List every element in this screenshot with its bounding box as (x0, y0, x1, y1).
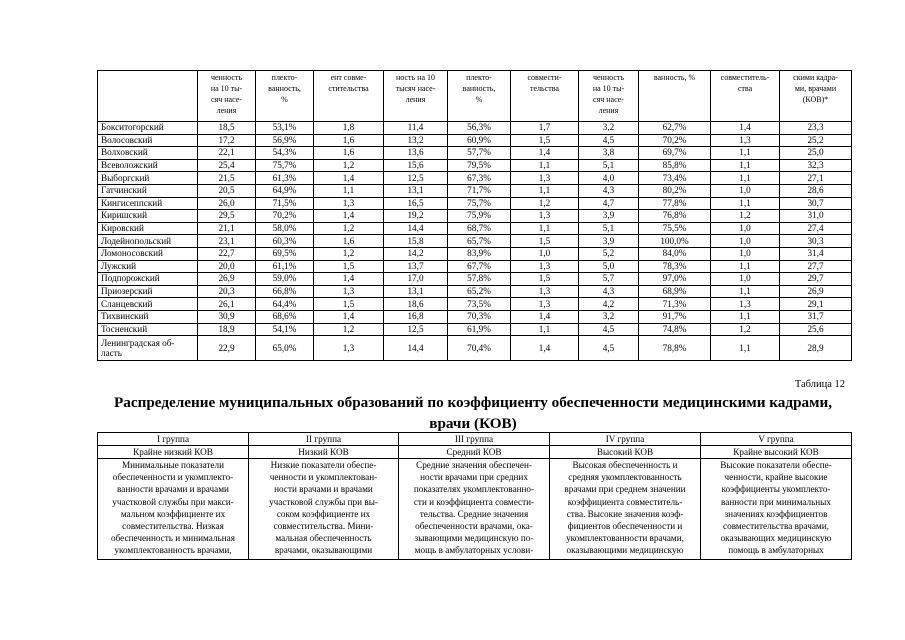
value-cell: 14,2 (384, 247, 448, 260)
group-descriptions-row (98, 459, 852, 560)
value-cell: 21,5 (198, 172, 256, 185)
value-cell: 3,8 (579, 147, 639, 160)
value-cell: 11,4 (384, 122, 448, 135)
table-row (98, 298, 852, 311)
value-cell: 83,9% (448, 247, 511, 260)
value-cell: 31,7 (780, 310, 852, 323)
value-cell: 70,4% (448, 336, 511, 361)
region-name-cell: Ленинградская об- ласть (98, 336, 198, 361)
value-cell: 18,9 (198, 323, 256, 336)
value-cell: 1,8 (314, 122, 384, 135)
value-cell: 76,8% (639, 210, 711, 223)
value-cell: 1,4 (314, 310, 384, 323)
table-row (98, 247, 852, 260)
value-cell: 1,5 (511, 134, 579, 147)
value-cell: 26,0 (198, 197, 256, 210)
header-cell: ченность на 10 ты- сяч насе- ления (579, 71, 639, 122)
value-cell: 21,1 (198, 222, 256, 235)
value-cell: 4,0 (579, 172, 639, 185)
value-cell: 54,3% (256, 147, 314, 160)
value-cell: 1,3 (511, 285, 579, 298)
value-cell: 68,6% (256, 310, 314, 323)
value-cell: 66,8% (256, 285, 314, 298)
group-description-cell: Высокие показатели обеспе- ченности, крайне высокие коэффициенты укомплекто- ванности при минимальных значениях коэффициентов совместительства врачами, оказывающих медицинскую помощь в амбулаторных (701, 459, 852, 560)
value-cell: 5,2 (579, 247, 639, 260)
group-name-cell: V группа (701, 433, 852, 446)
value-cell: 1,1 (711, 285, 780, 298)
value-cell: 70,2% (639, 134, 711, 147)
value-cell: 1,6 (314, 235, 384, 248)
table-row (98, 222, 852, 235)
value-cell: 5,1 (579, 222, 639, 235)
value-cell: 67,7% (448, 260, 511, 273)
group-description-cell: Высокая обеспеченность и средняя укомплектованность врачами при среднем значении коэффициента совместитель- ства. Высокие значения коэф- фициентов обеспеченности и укомплектованности врачами, оказывающими медицинскую (550, 459, 701, 560)
value-cell: 4,5 (579, 134, 639, 147)
value-cell: 1,5 (511, 235, 579, 248)
value-cell: 1,1 (711, 197, 780, 210)
value-cell: 15,6 (384, 159, 448, 172)
value-cell: 27,7 (780, 260, 852, 273)
value-cell: 20,3 (198, 285, 256, 298)
value-cell: 12,5 (384, 172, 448, 185)
value-cell: 15,8 (384, 235, 448, 248)
value-cell: 70,2% (256, 210, 314, 223)
district-name-cell: Лужский (98, 260, 198, 273)
table-title: Распределение муниципальных образований по коэффициенту обеспеченности медицинскими кадрами, врачи (КОВ) (113, 394, 833, 432)
header-cell: плекто- ванность, % (256, 71, 314, 122)
value-cell: 1,1 (711, 336, 780, 361)
value-cell: 29,1 (780, 298, 852, 311)
value-cell: 61,1% (256, 260, 314, 273)
value-cell: 78,3% (639, 260, 711, 273)
value-cell: 57,7% (448, 147, 511, 160)
value-cell: 17,0 (384, 273, 448, 286)
value-cell: 22,9 (198, 336, 256, 361)
value-cell: 30,9 (198, 310, 256, 323)
value-cell: 62,7% (639, 122, 711, 135)
value-cell: 56,9% (256, 134, 314, 147)
level-name-cell: Средний КОВ (399, 446, 550, 459)
level-name-cell: Крайне высокий КОВ (701, 446, 852, 459)
value-cell: 5,7 (579, 273, 639, 286)
table-header-row (98, 71, 852, 122)
value-cell: 17,2 (198, 134, 256, 147)
table-row (98, 197, 852, 210)
value-cell: 31,0 (780, 210, 852, 223)
value-cell: 1,3 (711, 298, 780, 311)
value-cell: 5,1 (579, 159, 639, 172)
value-cell: 53,1% (256, 122, 314, 135)
value-cell: 1,1 (711, 147, 780, 160)
value-cell: 1,4 (711, 122, 780, 135)
value-cell: 1,6 (314, 147, 384, 160)
value-cell: 1,5 (511, 273, 579, 286)
value-cell: 80,2% (639, 184, 711, 197)
value-cell: 23,3 (780, 122, 852, 135)
value-cell: 4,2 (579, 298, 639, 311)
group-description-cell: Средние значения обеспечен- ности врачами при средних показателях укомплектованно- сти и коэффициента совмести- тельства. Средние значения обеспеченности врачами, ока- зывающими медицинскую по- мощь в амбулаторных услови- (399, 459, 550, 560)
level-name-cell: Высокий КОВ (550, 446, 701, 459)
value-cell: 79,5% (448, 159, 511, 172)
value-cell: 1,1 (711, 260, 780, 273)
value-cell: 1,6 (314, 134, 384, 147)
value-cell: 1,4 (511, 310, 579, 323)
group-description-cell: Минимальные показатели обеспеченности и укомплекто- ванности врачами и врачами участковой службы при макси- мальном коэффициенте их совместительства. Низкая обеспеченность и минимальная укомплектованность врачами, (98, 459, 249, 560)
value-cell: 77,8% (639, 197, 711, 210)
value-cell: 1,1 (711, 159, 780, 172)
value-cell: 61,3% (256, 172, 314, 185)
value-cell: 26,9 (198, 273, 256, 286)
table-row (98, 159, 852, 172)
value-cell: 30,3 (780, 235, 852, 248)
value-cell: 85,8% (639, 159, 711, 172)
table-row (98, 323, 852, 336)
value-cell: 1,5 (314, 298, 384, 311)
header-cell: ченность на 10 ты- сяч насе- ления (198, 71, 256, 122)
districts-indicators-table (97, 70, 852, 361)
value-cell: 1,7 (511, 122, 579, 135)
value-cell: 65,7% (448, 235, 511, 248)
value-cell: 1,4 (314, 172, 384, 185)
value-cell: 3,2 (579, 122, 639, 135)
value-cell: 1,3 (511, 210, 579, 223)
value-cell: 1,4 (314, 210, 384, 223)
value-cell: 1,4 (314, 273, 384, 286)
value-cell: 30,7 (780, 197, 852, 210)
value-cell: 26,9 (780, 285, 852, 298)
value-cell: 12,5 (384, 323, 448, 336)
value-cell: 54,1% (256, 323, 314, 336)
value-cell: 1,3 (314, 285, 384, 298)
value-cell: 1,3 (511, 260, 579, 273)
value-cell: 1,1 (511, 323, 579, 336)
value-cell: 3,9 (579, 210, 639, 223)
table-row (98, 273, 852, 286)
value-cell: 1,4 (511, 147, 579, 160)
table-row (98, 285, 852, 298)
value-cell: 60,3% (256, 235, 314, 248)
value-cell: 18,6 (384, 298, 448, 311)
group-description-cell: Низкие показатели обеспе- ченности и укомплектован- ности врачами и врачами участковой службы при вы- соком коэффициенте их совместительства. Мини- мальная обеспеченность врачами, оказывающими (249, 459, 399, 560)
value-cell: 71,7% (448, 184, 511, 197)
value-cell: 1,2 (711, 323, 780, 336)
groups-classification-table (97, 432, 852, 560)
value-cell: 1,0 (711, 222, 780, 235)
district-name-cell: Тосненский (98, 323, 198, 336)
group-name-cell: II группа (249, 433, 399, 446)
value-cell: 31,4 (780, 247, 852, 260)
value-cell: 14,4 (384, 222, 448, 235)
table-row (98, 235, 852, 248)
district-name-cell: Выборгский (98, 172, 198, 185)
district-name-cell: Лодейнопольский (98, 235, 198, 248)
district-name-cell: Всеволожский (98, 159, 198, 172)
value-cell: 27,1 (780, 172, 852, 185)
value-cell: 25,4 (198, 159, 256, 172)
value-cell: 1,3 (314, 336, 384, 361)
value-cell: 1,0 (711, 273, 780, 286)
value-cell: 20,5 (198, 184, 256, 197)
district-name-cell: Кировский (98, 222, 198, 235)
value-cell: 1,2 (511, 197, 579, 210)
value-cell: 91,7% (639, 310, 711, 323)
district-name-cell: Кингисеппский (98, 197, 198, 210)
table-row (98, 260, 852, 273)
value-cell: 70,3% (448, 310, 511, 323)
value-cell: 65,0% (256, 336, 314, 361)
header-cell: плекто- ванность, % (448, 71, 511, 122)
value-cell: 5,0 (579, 260, 639, 273)
value-cell: 29,5 (198, 210, 256, 223)
value-cell: 4,3 (579, 184, 639, 197)
value-cell: 78,8% (639, 336, 711, 361)
value-cell: 4,5 (579, 336, 639, 361)
value-cell: 59,0% (256, 273, 314, 286)
value-cell: 1,3 (511, 172, 579, 185)
value-cell: 1,1 (711, 172, 780, 185)
table-number-caption: Таблица 12 (794, 379, 845, 390)
value-cell: 69,5% (256, 247, 314, 260)
value-cell: 75,9% (448, 210, 511, 223)
value-cell: 1,0 (711, 235, 780, 248)
district-name-cell: Приозерский (98, 285, 198, 298)
value-cell: 4,7 (579, 197, 639, 210)
value-cell: 1,2 (314, 222, 384, 235)
value-cell: 20,0 (198, 260, 256, 273)
value-cell: 56,3% (448, 122, 511, 135)
value-cell: 1,3 (711, 134, 780, 147)
district-name-cell: Подпорожский (98, 273, 198, 286)
value-cell: 1,1 (511, 159, 579, 172)
table-row (98, 147, 852, 160)
value-cell: 67,3% (448, 172, 511, 185)
value-cell: 25,6 (780, 323, 852, 336)
value-cell: 22,1 (198, 147, 256, 160)
value-cell: 3,2 (579, 310, 639, 323)
value-cell: 1,2 (314, 247, 384, 260)
value-cell: 60,9% (448, 134, 511, 147)
district-name-cell: Гатчинский (98, 184, 198, 197)
value-cell: 13,7 (384, 260, 448, 273)
value-cell: 100,0% (639, 235, 711, 248)
value-cell: 1,2 (314, 323, 384, 336)
value-cell: 58,0% (256, 222, 314, 235)
value-cell: 65,2% (448, 285, 511, 298)
value-cell: 69,7% (639, 147, 711, 160)
value-cell: 64,9% (256, 184, 314, 197)
value-cell: 68,7% (448, 222, 511, 235)
district-name-cell: Волховский (98, 147, 198, 160)
level-name-cell: Низкий КОВ (249, 446, 399, 459)
district-name-cell: Бокситогорский (98, 122, 198, 135)
table-row (98, 134, 852, 147)
table-row (98, 184, 852, 197)
value-cell: 29,7 (780, 273, 852, 286)
value-cell: 1,0 (711, 184, 780, 197)
header-cell (98, 71, 198, 122)
value-cell: 4,5 (579, 323, 639, 336)
group-name-cell: IV группа (550, 433, 701, 446)
value-cell: 64,4% (256, 298, 314, 311)
value-cell: 1,3 (511, 298, 579, 311)
value-cell: 75,7% (448, 197, 511, 210)
group-name-cell: III группа (399, 433, 550, 446)
value-cell: 73,5% (448, 298, 511, 311)
value-cell: 1,3 (314, 197, 384, 210)
value-cell: 61,9% (448, 323, 511, 336)
value-cell: 3,9 (579, 235, 639, 248)
value-cell: 25,0 (780, 147, 852, 160)
value-cell: 28,6 (780, 184, 852, 197)
value-cell: 68,9% (639, 285, 711, 298)
value-cell: 26,1 (198, 298, 256, 311)
header-cell: совмести- тельства (511, 71, 579, 122)
table-row (98, 310, 852, 323)
value-cell: 1,0 (711, 247, 780, 260)
group-name-cell: I группа (98, 433, 249, 446)
header-cell: ванность, % (639, 71, 711, 122)
value-cell: 13,2 (384, 134, 448, 147)
value-cell: 27,4 (780, 222, 852, 235)
value-cell: 25,2 (780, 134, 852, 147)
table-total-row (98, 336, 852, 361)
value-cell: 97,0% (639, 273, 711, 286)
value-cell: 1,1 (314, 184, 384, 197)
value-cell: 23,1 (198, 235, 256, 248)
table-row (98, 210, 852, 223)
value-cell: 14,4 (384, 336, 448, 361)
value-cell: 1,0 (511, 247, 579, 260)
value-cell: 13,1 (384, 285, 448, 298)
value-cell: 19,2 (384, 210, 448, 223)
value-cell: 1,1 (511, 184, 579, 197)
value-cell: 13,1 (384, 184, 448, 197)
value-cell: 73,4% (639, 172, 711, 185)
group-names-row (98, 433, 852, 446)
header-cell: ент совме- стительства (314, 71, 384, 122)
value-cell: 75,5% (639, 222, 711, 235)
header-cell: скими кадра- ми, врачами (КОВ)* (780, 71, 852, 122)
value-cell: 71,5% (256, 197, 314, 210)
value-cell: 28,9 (780, 336, 852, 361)
header-cell: совместитель- ства (711, 71, 780, 122)
value-cell: 22,7 (198, 247, 256, 260)
value-cell: 16,5 (384, 197, 448, 210)
value-cell: 32,3 (780, 159, 852, 172)
value-cell: 1,5 (314, 260, 384, 273)
value-cell: 13,6 (384, 147, 448, 160)
value-cell: 1,2 (314, 159, 384, 172)
header-cell: ность на 10 тысяч насе- ления (384, 71, 448, 122)
district-name-cell: Тихвинский (98, 310, 198, 323)
value-cell: 57,8% (448, 273, 511, 286)
value-cell: 74,8% (639, 323, 711, 336)
level-name-cell: Крайне низкий КОВ (98, 446, 249, 459)
district-name-cell: Волосовский (98, 134, 198, 147)
value-cell: 71,3% (639, 298, 711, 311)
value-cell: 16,8 (384, 310, 448, 323)
district-name-cell: Сланцевский (98, 298, 198, 311)
district-name-cell: Киришский (98, 210, 198, 223)
district-name-cell: Ломоносовский (98, 247, 198, 260)
value-cell: 1,4 (511, 336, 579, 361)
value-cell: 1,1 (511, 222, 579, 235)
value-cell: 84,0% (639, 247, 711, 260)
level-names-row (98, 446, 852, 459)
value-cell: 4,3 (579, 285, 639, 298)
table-row (98, 122, 852, 135)
value-cell: 75,7% (256, 159, 314, 172)
value-cell: 18,5 (198, 122, 256, 135)
value-cell: 1,2 (711, 210, 780, 223)
table-row (98, 172, 852, 185)
value-cell: 1,1 (711, 310, 780, 323)
